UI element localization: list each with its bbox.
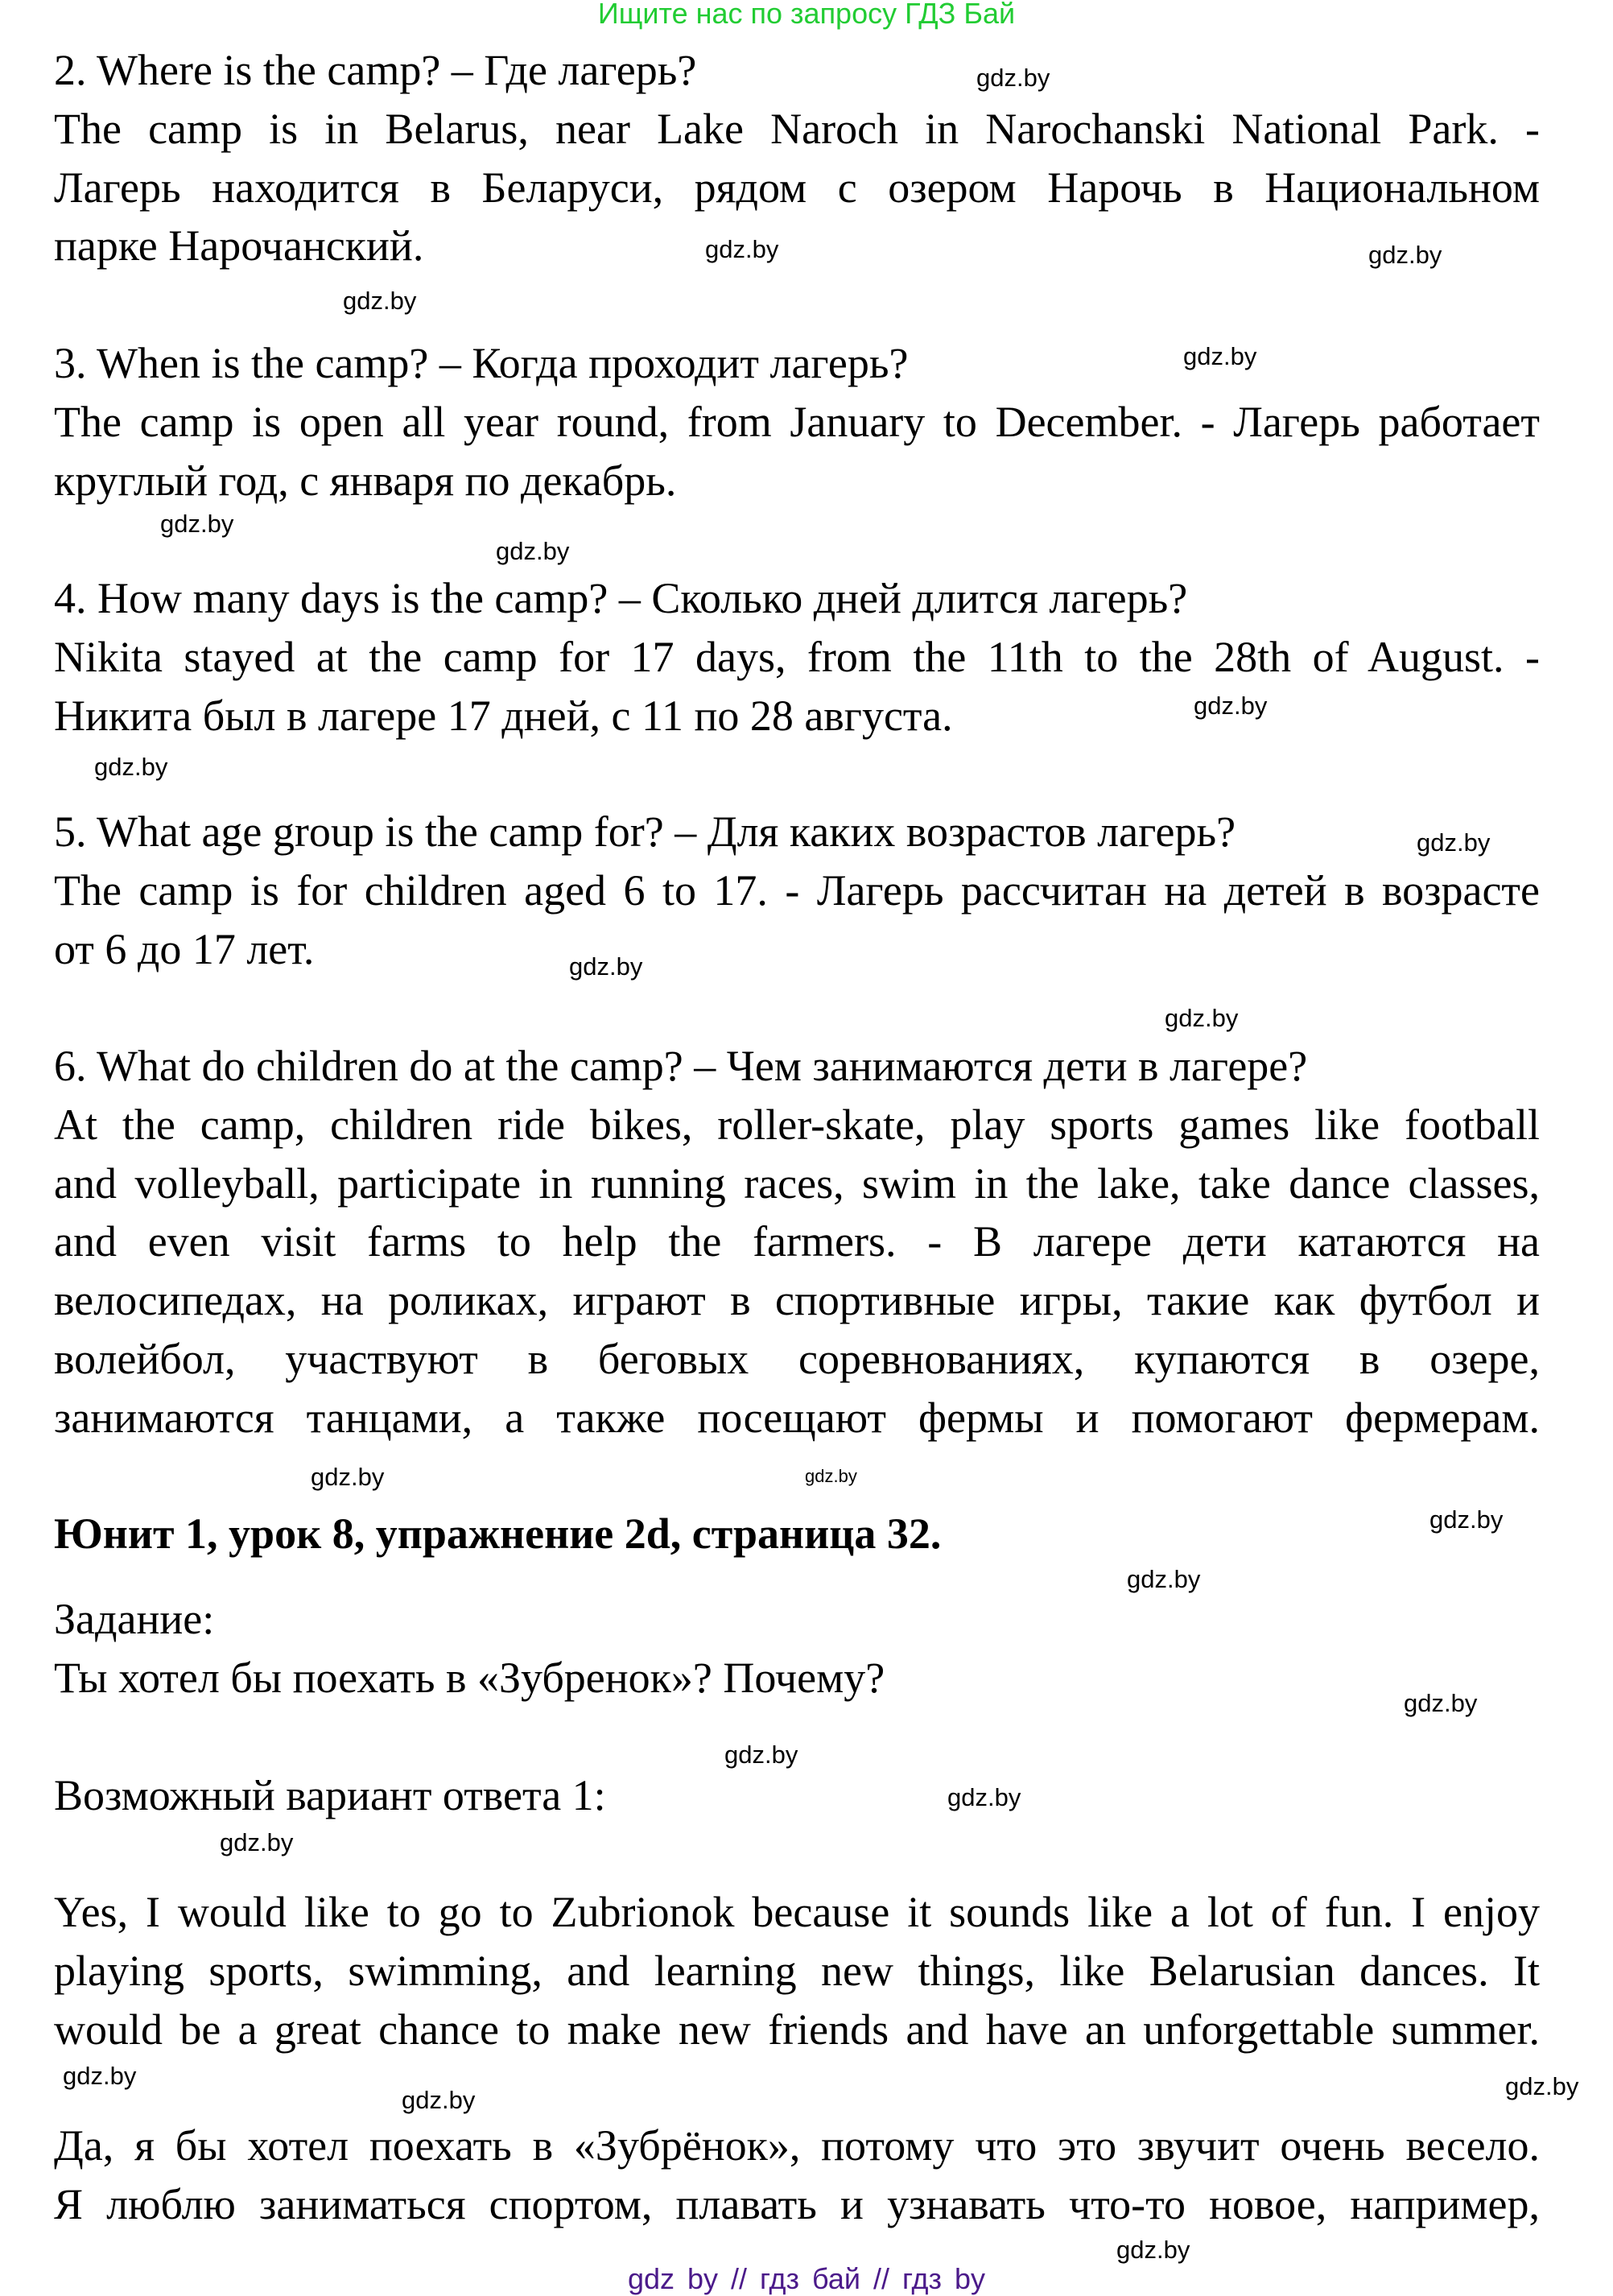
watermark: gdz.by — [805, 1466, 857, 1486]
watermark: gdz.by — [1505, 2072, 1579, 2100]
text-block-q3 — [54, 334, 1540, 510]
text-block-q6 — [54, 1037, 1540, 1447]
text-line: 3. When is the camp? – Когда проходит лагерь? — [54, 339, 909, 387]
text-block-q5 — [54, 803, 1540, 978]
text-block-q4 — [54, 569, 1540, 745]
watermark: gdz.by — [496, 537, 570, 565]
text-line: Я люблю заниматься спортом, плавать и узнавать что-то новое, например, — [54, 2179, 1540, 2228]
text-line: Никита был в лагере 17 дней, с 11 по 28 августа. — [54, 691, 953, 740]
watermark: gdz.by — [94, 753, 168, 781]
watermark: gdz.by — [976, 64, 1050, 92]
watermark: gdz.by — [1183, 342, 1257, 370]
text-line: would be a great chance to make new friends and have an unforgettable summer. — [54, 2005, 1540, 2054]
watermark: gdz.by — [343, 287, 417, 315]
watermark: gdz.by — [1116, 2236, 1190, 2264]
text-line: Nikita stayed at the camp for 17 days, from the 11th to the 28th of August. - — [54, 632, 1540, 681]
text-block-variant — [54, 1766, 1540, 1825]
text-line: от 6 до 17 лет. — [54, 924, 315, 973]
watermark: gdz.by — [1165, 1004, 1239, 1032]
text-line: 6. What do children do at the camp? – Чем занимаются дети в лагере? — [54, 1042, 1308, 1090]
text-line: занимаются танцами, а также посещают фермы и помогают фермерам. — [54, 1393, 1540, 1442]
text-line: The camp is for children aged 6 to 17. - Лагерь рассчитан на детей в возрасте — [54, 865, 1540, 915]
text-line: Да, я бы хотел поехать в «Зубрёнок», потому что это звучит очень весело. — [54, 2121, 1540, 2170]
text-block-answer_ru — [54, 2116, 1540, 2234]
watermark: gdz.by — [569, 952, 643, 981]
watermark: gdz.by — [705, 235, 779, 263]
text-block-q2 — [54, 41, 1540, 275]
text-line: Ты хотел бы поехать в «Зубренок»? Почему? — [54, 1653, 885, 1702]
text-line: велосипедах, на роликах, играют в спортивные игры, такие как футбол и — [54, 1276, 1540, 1325]
text-line: Юнит 1, урок 8, упражнение 2d, страница 32. — [54, 1509, 942, 1558]
text-line: волейбол, участвуют в беговых соревнованиях, купаются в озере, — [54, 1334, 1540, 1383]
watermark: gdz.by — [311, 1463, 385, 1491]
text-line: playing sports, swimming, and learning new things, like Belarusian dances. It — [54, 1946, 1540, 1995]
text-line: 4. How many days is the camp? – Сколько дней длится лагерь? — [54, 574, 1188, 622]
section-heading — [54, 1505, 1540, 1563]
watermark: gdz.by — [947, 1783, 1021, 1811]
text-line: The camp is open all year round, from January to December. - Лагерь работает — [54, 397, 1540, 446]
text-line: Yes, I would like to go to Zubrionok because it sounds like a lot of fun. I enjoy — [54, 1888, 1540, 1936]
text-block-answer_en — [54, 1883, 1540, 2059]
footer-links[interactable]: gdz by // гдз бай // гдз by — [627, 2262, 986, 2295]
text-line: Возможный вариант ответа 1: — [54, 1771, 606, 1819]
watermark: gdz.by — [1194, 692, 1268, 720]
text-line: парке Нарочанский. — [54, 221, 424, 270]
text-line: круглый год, с января по декабрь. — [54, 456, 677, 505]
text-line: At the camp, children ride bikes, roller-skate, play sports games like football — [54, 1100, 1540, 1149]
text-line: Лагерь находится в Беларуси, рядом с озером Нарочь в Национальном — [54, 163, 1540, 212]
watermark: gdz.by — [1404, 1689, 1478, 1717]
watermark: gdz.by — [1127, 1565, 1201, 1593]
text-line: Задание: — [54, 1595, 215, 1643]
text-line: 5. What age group is the camp for? – Для каких возрастов лагерь? — [54, 807, 1236, 856]
text-line: and volleyball, participate in running races, swim in the lake, take dance classes, — [54, 1158, 1540, 1208]
text-block-task — [54, 1590, 1540, 1708]
text-line: The camp is in Belarus, near Lake Naroch in Narochanski National Park. - — [54, 104, 1540, 153]
text-line: 2. Where is the camp? – Где лагерь? — [54, 46, 697, 94]
watermark: gdz.by — [724, 1741, 798, 1769]
watermark: gdz.by — [1417, 828, 1491, 857]
watermark: gdz.by — [160, 510, 234, 538]
watermark: gdz.by — [63, 2062, 137, 2090]
text-line: and even visit farms to help the farmers. - В лагере дети катаются на — [54, 1217, 1540, 1266]
search-banner: Ищите нас по запросу ГДЗ Бай — [597, 0, 1016, 30]
watermark: gdz.by — [1368, 241, 1442, 269]
watermark: gdz.by — [220, 1828, 294, 1856]
watermark: gdz.by — [1429, 1505, 1504, 1534]
watermark: gdz.by — [402, 2086, 476, 2114]
